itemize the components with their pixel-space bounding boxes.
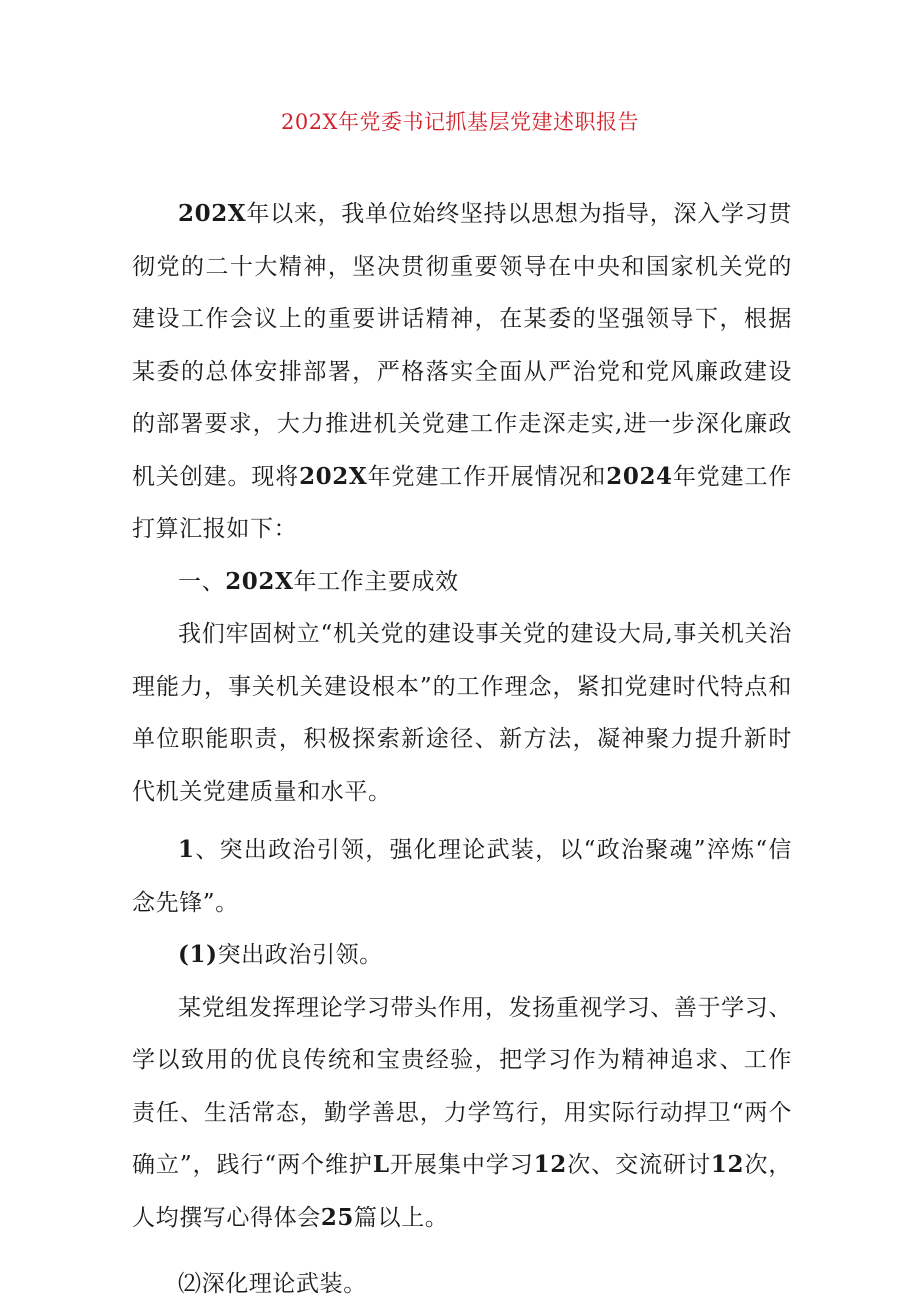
text-run: 、突出政治引领，强化理论武装，以“政治聚魂”淬炼“信念先锋”。 <box>132 837 792 916</box>
bold-text-run: 202X <box>299 462 368 490</box>
paragraph <box>132 1258 792 1311</box>
bold-text-run: 12 <box>533 1151 567 1178</box>
paragraph <box>132 556 792 609</box>
text-run: 次、交流研讨 <box>566 1152 711 1178</box>
document-title: 202X年党委书记抓基层党建述职报告 <box>280 110 640 134</box>
text-run: 突出政治引领。 <box>217 942 383 968</box>
text-run: 年工作主要成效 <box>293 568 459 595</box>
text-run: 篇以上。 <box>354 1204 449 1231</box>
bold-text-run: L <box>372 1151 390 1178</box>
bold-text-run: 12 <box>710 1151 745 1178</box>
bold-text-run: 1 <box>178 836 195 863</box>
text-run: 年以来，我单位始终坚持以思想为指导，深入学习贯彻党的二十大精神，坚决贯彻重要领导在中央和国家机关党的建设工作会议上的重要讲话精神，在某委的坚强领导下，根据某委的总体安排部署，严格落实全面从严治党和党风廉政建设的部署要求，大力推进机关党建工作走深走实,进一步深化廉政机关创建。现将 <box>132 201 792 490</box>
text-run: 年党建工作打算汇报如下： <box>132 463 792 542</box>
bold-text-run: 202X <box>178 200 247 227</box>
document-body <box>132 188 792 1311</box>
paragraph <box>132 824 792 929</box>
text-run: ⑵深化理论武装。 <box>178 1271 367 1297</box>
bold-text-run: (1) <box>178 941 218 968</box>
text-run: 开展集中学习 <box>389 1152 534 1178</box>
text-run: 一、 <box>178 568 226 595</box>
bold-text-run: 25 <box>320 1203 355 1231</box>
paragraph <box>132 929 792 982</box>
text-run: 某党组发挥理论学习带头作用，发扬重视学习、善于学习、学以致用的优良传统和宝贵经验，把学习作为精神追求、工作责任、生活常态，勤学善思，力学笃行，用实际行动捍卫“两个确立”，践行“两个维护 <box>132 994 792 1178</box>
bold-text-run: 202X <box>225 567 294 595</box>
paragraph <box>132 982 792 1245</box>
text-run: 我们牢固树立“机关党的建设事关党的建设大局,事关机关治理能力，事关机关建设根本”的工作理念，紧扣党建时代特点和单位职能职责，积极探索新途径、新方法，凝神聚力提升新时代机关党建质量和水平。 <box>132 621 792 805</box>
paragraph <box>132 188 792 556</box>
paragraph <box>132 608 792 818</box>
text-run: 次，人均撰写心得体会 <box>132 1152 792 1231</box>
text-run: 年党建工作开展情况和 <box>367 463 607 490</box>
bold-text-run: 2024 <box>606 462 673 490</box>
